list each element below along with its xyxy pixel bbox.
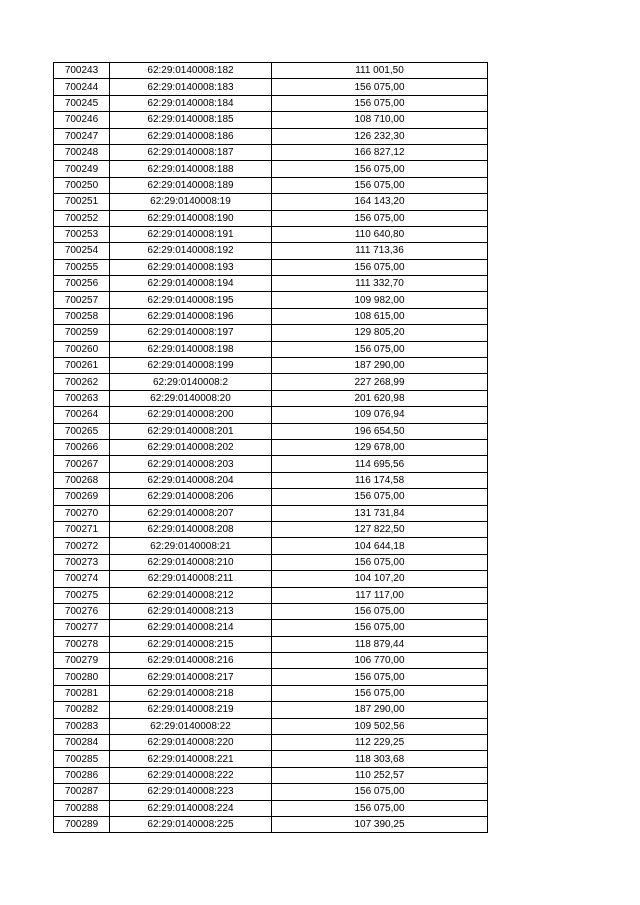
cadastral-number-cell: 62:29:0140008:220 <box>110 735 272 751</box>
amount-cell: 131 731,84 <box>272 505 488 521</box>
table-row <box>54 767 488 783</box>
row-number-cell: 700266 <box>54 439 110 455</box>
amount-cell: 106 770,00 <box>272 653 488 669</box>
cadastral-number-cell: 62:29:0140008:215 <box>110 636 272 652</box>
amount-cell: 109 076,94 <box>272 407 488 423</box>
amount-cell: 187 290,00 <box>272 358 488 374</box>
row-number-cell: 700251 <box>54 194 110 210</box>
row-number-cell: 700280 <box>54 669 110 685</box>
table-row <box>54 390 488 406</box>
cadastral-number-cell: 62:29:0140008:221 <box>110 751 272 767</box>
row-number-cell: 700259 <box>54 325 110 341</box>
cadastral-number-cell: 62:29:0140008:211 <box>110 571 272 587</box>
amount-cell: 156 075,00 <box>272 603 488 619</box>
row-number-cell: 700279 <box>54 653 110 669</box>
amount-cell: 104 644,18 <box>272 538 488 554</box>
cadastral-number-cell: 62:29:0140008:197 <box>110 325 272 341</box>
amount-cell: 111 001,50 <box>272 63 488 79</box>
row-number-cell: 700248 <box>54 144 110 160</box>
table-row <box>54 653 488 669</box>
row-number-cell: 700247 <box>54 128 110 144</box>
cadastral-number-cell: 62:29:0140008:188 <box>110 161 272 177</box>
amount-cell: 129 678,00 <box>272 439 488 455</box>
row-number-cell: 700284 <box>54 735 110 751</box>
amount-cell: 117 117,00 <box>272 587 488 603</box>
amount-cell: 156 075,00 <box>272 620 488 636</box>
cadastral-number-cell: 62:29:0140008:189 <box>110 177 272 193</box>
amount-cell: 187 290,00 <box>272 702 488 718</box>
cadastral-number-cell: 62:29:0140008:223 <box>110 784 272 800</box>
row-number-cell: 700267 <box>54 456 110 472</box>
amount-cell: 166 827,12 <box>272 144 488 160</box>
amount-cell: 156 075,00 <box>272 554 488 570</box>
table-row <box>54 456 488 472</box>
amount-cell: 108 710,00 <box>272 112 488 128</box>
amount-cell: 156 075,00 <box>272 489 488 505</box>
row-number-cell: 700271 <box>54 521 110 537</box>
amount-cell: 156 075,00 <box>272 161 488 177</box>
amount-cell: 114 695,56 <box>272 456 488 472</box>
table-row <box>54 63 488 79</box>
row-number-cell: 700273 <box>54 554 110 570</box>
row-number-cell: 700283 <box>54 718 110 734</box>
cadastral-number-cell: 62:29:0140008:225 <box>110 816 272 832</box>
table-row <box>54 325 488 341</box>
table-row <box>54 210 488 226</box>
cadastral-number-cell: 62:29:0140008:182 <box>110 63 272 79</box>
cadastral-number-cell: 62:29:0140008:187 <box>110 144 272 160</box>
row-number-cell: 700256 <box>54 276 110 292</box>
amount-cell: 156 075,00 <box>272 685 488 701</box>
row-number-cell: 700245 <box>54 95 110 111</box>
cadastral-number-cell: 62:29:0140008:216 <box>110 653 272 669</box>
table-row <box>54 554 488 570</box>
amount-cell: 156 075,00 <box>272 210 488 226</box>
table-row <box>54 226 488 242</box>
table-row <box>54 194 488 210</box>
row-number-cell: 700282 <box>54 702 110 718</box>
amount-cell: 111 332,70 <box>272 276 488 292</box>
amount-cell: 107 390,25 <box>272 816 488 832</box>
cadastral-number-cell: 62:29:0140008:222 <box>110 767 272 783</box>
cadastral-number-cell: 62:29:0140008:185 <box>110 112 272 128</box>
cadastral-number-cell: 62:29:0140008:208 <box>110 521 272 537</box>
cadastral-number-cell: 62:29:0140008:186 <box>110 128 272 144</box>
row-number-cell: 700244 <box>54 79 110 95</box>
amount-cell: 156 075,00 <box>272 79 488 95</box>
cadastral-number-cell: 62:29:0140008:193 <box>110 259 272 275</box>
table-row <box>54 505 488 521</box>
table-row <box>54 144 488 160</box>
table-row <box>54 816 488 832</box>
amount-cell: 156 075,00 <box>272 341 488 357</box>
cadastral-number-cell: 62:29:0140008:224 <box>110 800 272 816</box>
amount-cell: 129 805,20 <box>272 325 488 341</box>
cadastral-number-cell: 62:29:0140008:184 <box>110 95 272 111</box>
row-number-cell: 700285 <box>54 751 110 767</box>
table-row <box>54 374 488 390</box>
cadastral-number-cell: 62:29:0140008:196 <box>110 308 272 324</box>
table-row <box>54 800 488 816</box>
amount-cell: 126 232,30 <box>272 128 488 144</box>
row-number-cell: 700278 <box>54 636 110 652</box>
amount-cell: 108 615,00 <box>272 308 488 324</box>
row-number-cell: 700277 <box>54 620 110 636</box>
table-row <box>54 243 488 259</box>
amount-cell: 118 303,68 <box>272 751 488 767</box>
row-number-cell: 700254 <box>54 243 110 259</box>
cadastral-number-cell: 62:29:0140008:190 <box>110 210 272 226</box>
cadastral-number-cell: 62:29:0140008:217 <box>110 669 272 685</box>
amount-cell: 156 075,00 <box>272 95 488 111</box>
table-row <box>54 620 488 636</box>
table-row <box>54 439 488 455</box>
amount-cell: 109 502,56 <box>272 718 488 734</box>
amount-cell: 156 075,00 <box>272 177 488 193</box>
table-row <box>54 308 488 324</box>
row-number-cell: 700255 <box>54 259 110 275</box>
cadastral-number-cell: 62:29:0140008:191 <box>110 226 272 242</box>
cadastral-number-cell: 62:29:0140008:218 <box>110 685 272 701</box>
row-number-cell: 700264 <box>54 407 110 423</box>
cadastral-number-cell: 62:29:0140008:210 <box>110 554 272 570</box>
table-row <box>54 735 488 751</box>
table-row <box>54 259 488 275</box>
amount-cell: 156 075,00 <box>272 669 488 685</box>
table-row <box>54 587 488 603</box>
cadastral-number-cell: 62:29:0140008:192 <box>110 243 272 259</box>
amount-cell: 127 822,50 <box>272 521 488 537</box>
row-number-cell: 700275 <box>54 587 110 603</box>
cadastral-number-cell: 62:29:0140008:203 <box>110 456 272 472</box>
table-row <box>54 95 488 111</box>
row-number-cell: 700268 <box>54 472 110 488</box>
row-number-cell: 700262 <box>54 374 110 390</box>
amount-cell: 196 654,50 <box>272 423 488 439</box>
row-number-cell: 700243 <box>54 63 110 79</box>
table-row <box>54 685 488 701</box>
table-row <box>54 751 488 767</box>
table-row <box>54 636 488 652</box>
cadastral-number-cell: 62:29:0140008:22 <box>110 718 272 734</box>
row-number-cell: 700250 <box>54 177 110 193</box>
row-number-cell: 700246 <box>54 112 110 128</box>
table-row <box>54 472 488 488</box>
row-number-cell: 700263 <box>54 390 110 406</box>
cadastral-number-cell: 62:29:0140008:207 <box>110 505 272 521</box>
amount-cell: 201 620,98 <box>272 390 488 406</box>
cadastral-number-cell: 62:29:0140008:204 <box>110 472 272 488</box>
amount-cell: 104 107,20 <box>272 571 488 587</box>
cadastral-number-cell: 62:29:0140008:200 <box>110 407 272 423</box>
cadastral-number-cell: 62:29:0140008:219 <box>110 702 272 718</box>
row-number-cell: 700288 <box>54 800 110 816</box>
row-number-cell: 700289 <box>54 816 110 832</box>
table-row <box>54 341 488 357</box>
cadastral-number-cell: 62:29:0140008:20 <box>110 390 272 406</box>
amount-cell: 227 268,99 <box>272 374 488 390</box>
cadastral-number-cell: 62:29:0140008:206 <box>110 489 272 505</box>
amount-cell: 110 640,80 <box>272 226 488 242</box>
cadastral-number-cell: 62:29:0140008:195 <box>110 292 272 308</box>
cadastral-number-cell: 62:29:0140008:198 <box>110 341 272 357</box>
row-number-cell: 700258 <box>54 308 110 324</box>
table-row <box>54 79 488 95</box>
table-row <box>54 423 488 439</box>
cadastral-number-cell: 62:29:0140008:21 <box>110 538 272 554</box>
table-row <box>54 521 488 537</box>
amount-cell: 156 075,00 <box>272 259 488 275</box>
amount-cell: 156 075,00 <box>272 784 488 800</box>
table-row <box>54 128 488 144</box>
table-row <box>54 358 488 374</box>
row-number-cell: 700276 <box>54 603 110 619</box>
table-row <box>54 784 488 800</box>
table-row <box>54 538 488 554</box>
cadastral-number-cell: 62:29:0140008:202 <box>110 439 272 455</box>
amount-cell: 111 713,36 <box>272 243 488 259</box>
table-row <box>54 292 488 308</box>
table-row <box>54 702 488 718</box>
cadastral-number-cell: 62:29:0140008:194 <box>110 276 272 292</box>
amount-cell: 156 075,00 <box>272 800 488 816</box>
table-row <box>54 177 488 193</box>
row-number-cell: 700249 <box>54 161 110 177</box>
table-body <box>54 63 488 833</box>
table-row <box>54 489 488 505</box>
table-row <box>54 571 488 587</box>
table-row <box>54 276 488 292</box>
row-number-cell: 700265 <box>54 423 110 439</box>
row-number-cell: 700253 <box>54 226 110 242</box>
amount-cell: 118 879,44 <box>272 636 488 652</box>
row-number-cell: 700257 <box>54 292 110 308</box>
cadastral-number-cell: 62:29:0140008:199 <box>110 358 272 374</box>
amount-cell: 112 229,25 <box>272 735 488 751</box>
cadastral-number-cell: 62:29:0140008:2 <box>110 374 272 390</box>
cadastral-number-cell: 62:29:0140008:214 <box>110 620 272 636</box>
row-number-cell: 700287 <box>54 784 110 800</box>
amount-cell: 116 174,58 <box>272 472 488 488</box>
row-number-cell: 700281 <box>54 685 110 701</box>
table-row <box>54 718 488 734</box>
data-table <box>53 62 488 833</box>
row-number-cell: 700252 <box>54 210 110 226</box>
cadastral-number-cell: 62:29:0140008:183 <box>110 79 272 95</box>
amount-cell: 109 982,00 <box>272 292 488 308</box>
row-number-cell: 700272 <box>54 538 110 554</box>
cadastral-number-cell: 62:29:0140008:213 <box>110 603 272 619</box>
cadastral-number-cell: 62:29:0140008:19 <box>110 194 272 210</box>
row-number-cell: 700286 <box>54 767 110 783</box>
table-row <box>54 161 488 177</box>
cadastral-number-cell: 62:29:0140008:201 <box>110 423 272 439</box>
row-number-cell: 700261 <box>54 358 110 374</box>
table-row <box>54 603 488 619</box>
row-number-cell: 700274 <box>54 571 110 587</box>
row-number-cell: 700269 <box>54 489 110 505</box>
amount-cell: 164 143,20 <box>272 194 488 210</box>
cadastral-number-cell: 62:29:0140008:212 <box>110 587 272 603</box>
table-row <box>54 407 488 423</box>
amount-cell: 110 252,57 <box>272 767 488 783</box>
row-number-cell: 700260 <box>54 341 110 357</box>
table-row <box>54 669 488 685</box>
row-number-cell: 700270 <box>54 505 110 521</box>
table-row <box>54 112 488 128</box>
